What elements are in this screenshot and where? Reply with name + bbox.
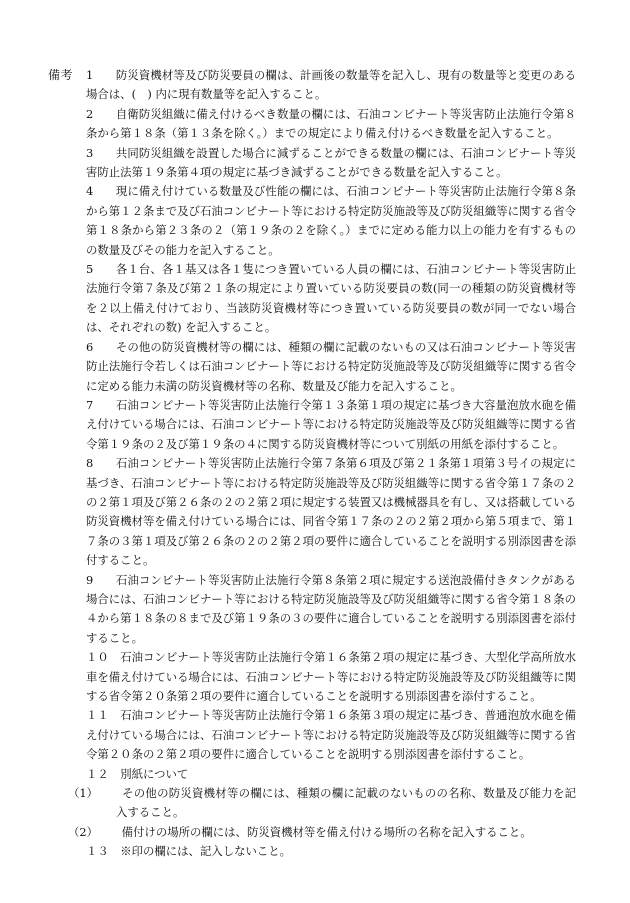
- remark-text: ※印の欄には、記入しないこと。: [120, 844, 292, 859]
- remark-number: １１: [86, 708, 109, 723]
- remark-item: [86, 338, 576, 396]
- remark-number: 2: [86, 106, 94, 121]
- remark-text: 備付けの場所の欄には、防災資機材等を備え付ける場所の名称を記入すること。: [121, 824, 532, 839]
- remarks-heading: 備考: [48, 68, 74, 82]
- remark-subitem: [68, 784, 576, 823]
- remark-item: [86, 765, 576, 784]
- remark-number: 7: [86, 397, 94, 412]
- remark-number: 8: [86, 456, 94, 471]
- remark-item: [86, 144, 576, 183]
- remark-text: 石油コンビナート等災害防止法施行令第１６条第２項の規定に基づき、大型化学高所放水車を備え付けている場合には、石油コンビナート等における特定防災施設等及び防災組織等に関する省令第２０条第２項の要件に適合していることを説明する別添図書を添付すること。: [86, 650, 576, 703]
- remark-text: 自衛防災組織に備え付けるべき数量の欄には、石油コンビナート等災害防止法施行令第８条から第１８条（第１３条を除く。）までの規定により備え付けるべき数量を記入すること。: [86, 106, 576, 141]
- remark-item: [86, 648, 576, 706]
- remark-item: [86, 182, 576, 260]
- remark-text: 共同防災組織を設置した場合に減ずることができる数量の欄には、石油コンビナート等災害防止法第１９条第４項の規定に基づき減ずることができる数量を記入すること。: [86, 145, 576, 180]
- remark-text: 別紙について: [120, 766, 189, 781]
- remark-text: 現に備え付けている数量及び性能の欄には、石油コンビナート等災害防止法施行令第８条から第１２条まで及び石油コンビナート等における特定防災施設等及び防災組織等に関する省令第１８条から第２３条の２（第１９条の２を除く。）までに定める能力以上の能力を有するものの数量及びその能力を記入すること。: [86, 184, 576, 257]
- remark-number: 6: [86, 339, 94, 354]
- remark-text: 石油コンビナート等災害防止法施行令第７条第６項及び第２１条第１項第３号イの規定に基づき、石油コンビナート等における特定防災施設等及び防災組織等に関する省令第１７条の２の２第１項及び第２６条の２の２第２項に規定する装置又は機械器具を有し、又は搭載している防災資機材等を備え付けている場合には、同省令第１７条の２の２第２項から第５項まで、第１７条の３第１項及び第２６条の２の２第２項の要件に適合していることを説明する別添図書を添付すること。: [86, 456, 576, 568]
- remark-text: 防災資機材等及び防災要員の欄は、計画後の数量等を記入し、現有の数量等と変更のある場合は、( ) 内に現有数量等を記入すること。: [86, 68, 576, 102]
- remark-text: その他の防災資機材等の欄には、種類の欄に記載のないもの又は石油コンビナート等災害防止法施行令若しくは石油コンビナート等における特定防災施設等及び防災組織等に関する省令に定める能力未満の防災資機材等の名称、数量及び能力を記入すること。: [86, 339, 576, 393]
- remark-item: [86, 842, 576, 861]
- remark-number: 3: [86, 145, 94, 160]
- remark-item: [86, 571, 576, 649]
- remark-number: （2）: [68, 824, 99, 839]
- remark-number: （1）: [68, 786, 99, 801]
- remark-item: [86, 105, 576, 144]
- remark-number: １０: [86, 650, 109, 665]
- remark-text: 各１台、各１基又は各１隻につき置いている人員の欄には、石油コンビナート等災害防止法施行令第７条及び第２１条の規定により置いている防災要員の数(同一の種類の防災資機材等を２以上備え付けており、当該防災資機材等につき置いている防災要員の数が同一でない場合は、それぞれの数) を記入すること。: [86, 262, 576, 335]
- remark-item: [86, 706, 576, 764]
- remark-text: その他の防災資機材等の欄には、種類の欄に記載のないものの名称、数量及び能力を記入すること。: [116, 786, 576, 820]
- remark-number: 9: [86, 572, 94, 587]
- remark-number: 5: [86, 262, 94, 277]
- remark-subitem: [68, 823, 576, 842]
- remark-text: 石油コンビナート等災害防止法施行令第１６条第３項の規定に基づき、普通泡放水砲を備え付けている場合には、石油コンビナート等における特定防災施設等及び防災組織等に関する省令第２０条の２第２項の要件に適合していることを説明する別添図書を添付すること。: [86, 708, 576, 762]
- remark-number: １２: [86, 766, 109, 781]
- remark-item: [86, 454, 576, 570]
- remark-text: 石油コンビナート等災害防止法施行令第８条第２項に規定する送泡設備付きタンクがある場合には、石油コンビナート等における特定防災施設等及び防災組織等に関する省令第１８条の４から第１８条の８まで及び第１９条の３の要件に適合していることを説明する別添図書を添付すること。: [86, 572, 576, 645]
- remark-number: 4: [86, 184, 94, 199]
- remark-item: [86, 396, 576, 454]
- remark-number: １３: [86, 844, 109, 859]
- remarks-list: [68, 66, 576, 862]
- remark-item: [86, 66, 576, 105]
- remark-item: [86, 260, 576, 338]
- remark-number: 1: [86, 68, 94, 82]
- remark-text: 石油コンビナート等災害防止法施行令第１３条第１項の規定に基づき大容量泡放水砲を備え付けている場合には、石油コンビナート等における特定防災施設等及び防災組織等に関する省令第１９条の２及び第１９条の４に関する防災資機材等について別紙の用紙を添付すること。: [86, 397, 576, 451]
